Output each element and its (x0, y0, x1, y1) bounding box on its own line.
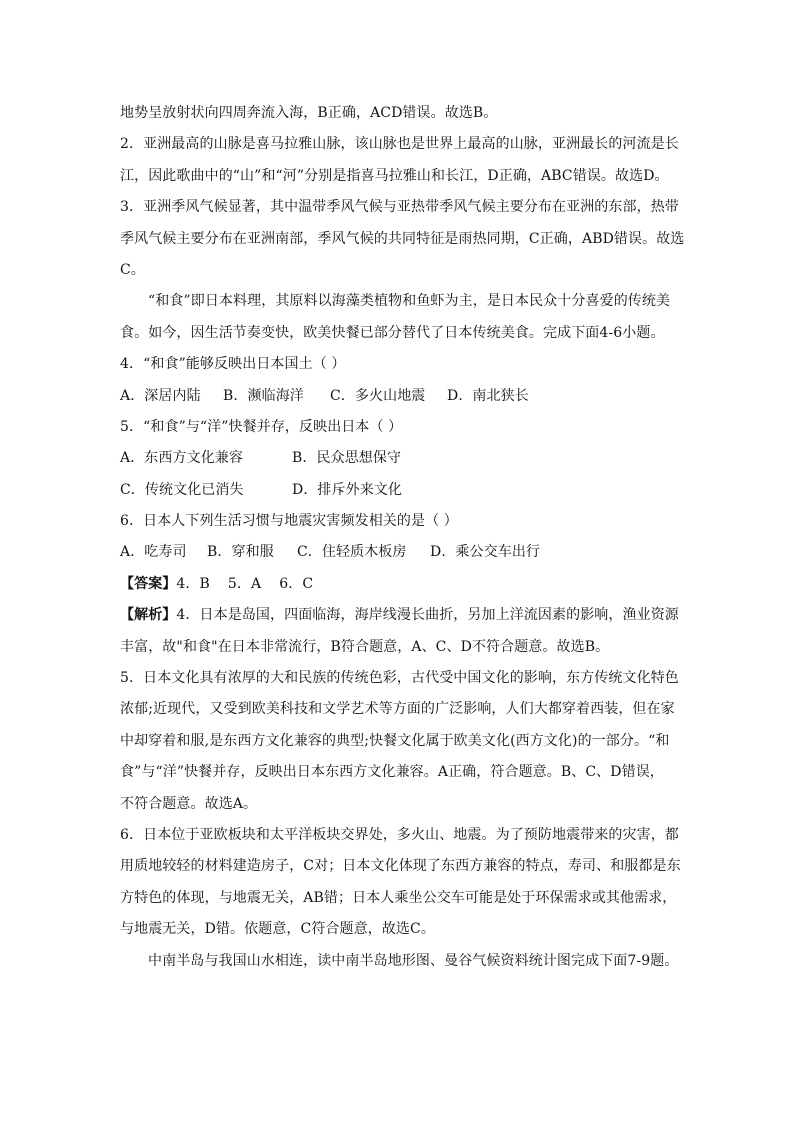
text-line: C。 (120, 261, 145, 278)
text-line: 3．亚洲季风气候显著，其中温带季风气候与亚热带季风气候主要分布在亚洲的东部，热带 (120, 199, 679, 216)
analysis-line: 方特色的体现，与地震无关，AB错；日本人乘坐公交车可能是处于环保需求或其他需求， (120, 889, 677, 906)
analysis-line: 中却穿着和服,是东西方文化兼容的典型;快餐文化属于欧美文化(西方文化)的一部分。“和 (120, 732, 670, 749)
analysis-line (120, 600, 680, 631)
text-line: 2．亚洲最高的山脉是喜马拉雅山脉，该山脉也是世界上最高的山脉，亚洲最长的河流是长 (120, 136, 679, 153)
passage-line: “和食”即日本料理，其原料以海藻类植物和鱼虾为主，是日本民众十分喜爱的传统美 (148, 293, 671, 310)
option-a: A．东西方文化兼容 (120, 450, 244, 467)
text-line: 江，因此歌曲中的“山”和“河”分别是指喜马拉雅山和长江，D正确，ABC错误。故选D。 (120, 167, 669, 184)
document-body (120, 98, 685, 977)
question-5: 5．“和食”与“洋”快餐并存，反映出日本（ ） (120, 418, 403, 435)
option-a: A．深居内陆 (120, 387, 201, 404)
text-line: 地势呈放射状向四周奔流入海，B正确，ACD错误。故选B。 (120, 105, 498, 121)
analysis-line: 6．日本位于亚欧板块和太平洋板块交界处，多火山、地震。为了预防地震带来的灾害，都 (120, 826, 679, 843)
option-c: C．住轻质木板房 (297, 544, 407, 561)
text-line: 季风气候主要分布在亚洲南部，季风气候的共同特征是雨热同期，C正确，ABD错误。故选 (120, 230, 685, 247)
option-b: B．濒临海洋 (223, 387, 304, 404)
question-5-options-row1 (120, 443, 680, 474)
analysis-line: 与地震无关，D错。依题意，C符合题意，故选C。 (120, 921, 435, 938)
passage-line: 食。如今，因生活节奏变快，欧美快餐已部分替代了日本传统美食。完成下面4-6小题。 (120, 324, 665, 341)
analysis-line: 5．日本文化具有浓厚的大和民族的传统色彩，古代受中国文化的影响，东方传统文化特色 (120, 670, 679, 687)
option-a: A．吃寿司 (120, 544, 187, 561)
analysis-line: 浓郁;近现代，又受到欧美科技和文学艺术等方面的广泛影响，人们大都穿着西装，但在家 (120, 701, 675, 718)
option-c: C．传统文化已消失 (120, 481, 244, 498)
answer-label: 【答案】 (120, 575, 177, 592)
option-d: D．排斥外来文化 (292, 481, 403, 498)
analysis-text: 4．日本是岛国，四面临海，海岸线漫长曲折，另加上洋流因素的影响，渔业资源 (176, 607, 679, 624)
analysis-label: 【解析】 (120, 607, 177, 624)
question-6: 6．日本人下列生活习惯与地震灾害频发相关的是（ ） (120, 513, 458, 530)
analysis-line: 食”与“洋”快餐并存，反映出日本东西方文化兼容。A正确，符合题意。B、C、D错误， (120, 764, 664, 781)
question-5-options-row2 (120, 475, 680, 506)
answer-4: 4．B (176, 575, 210, 592)
question-4-options (120, 381, 680, 412)
analysis-line: 不符合题意。故选A。 (120, 795, 258, 812)
option-d: D．南北狭长 (447, 387, 529, 404)
passage-line: 中南半岛与我国山水相连，读中南半岛地形图、曼谷气候资料统计图完成下面7-9题。 (148, 952, 679, 969)
option-d: D．乘公交车出行 (430, 544, 541, 561)
analysis-line: 用质地较轻的材料建造房子，C对；日本文化体现了东西方兼容的特点，寿司、和服都是东 (120, 858, 681, 875)
option-b: B．民众思想保守 (292, 450, 402, 467)
analysis-line: 丰富，故"和食"在日本非常流行，B符合题意，A、C、D不符合题意。故选B。 (120, 638, 610, 655)
answer-5: 5．A (227, 575, 262, 592)
answer-6: 6．C (279, 575, 314, 592)
option-c: C．多火山地震 (330, 387, 426, 404)
option-b: B．穿和服 (207, 544, 274, 561)
question-6-options (120, 537, 680, 568)
answer-line (120, 569, 680, 600)
question-4: 4．“和食”能够反映出日本国土（ ） (120, 356, 346, 373)
